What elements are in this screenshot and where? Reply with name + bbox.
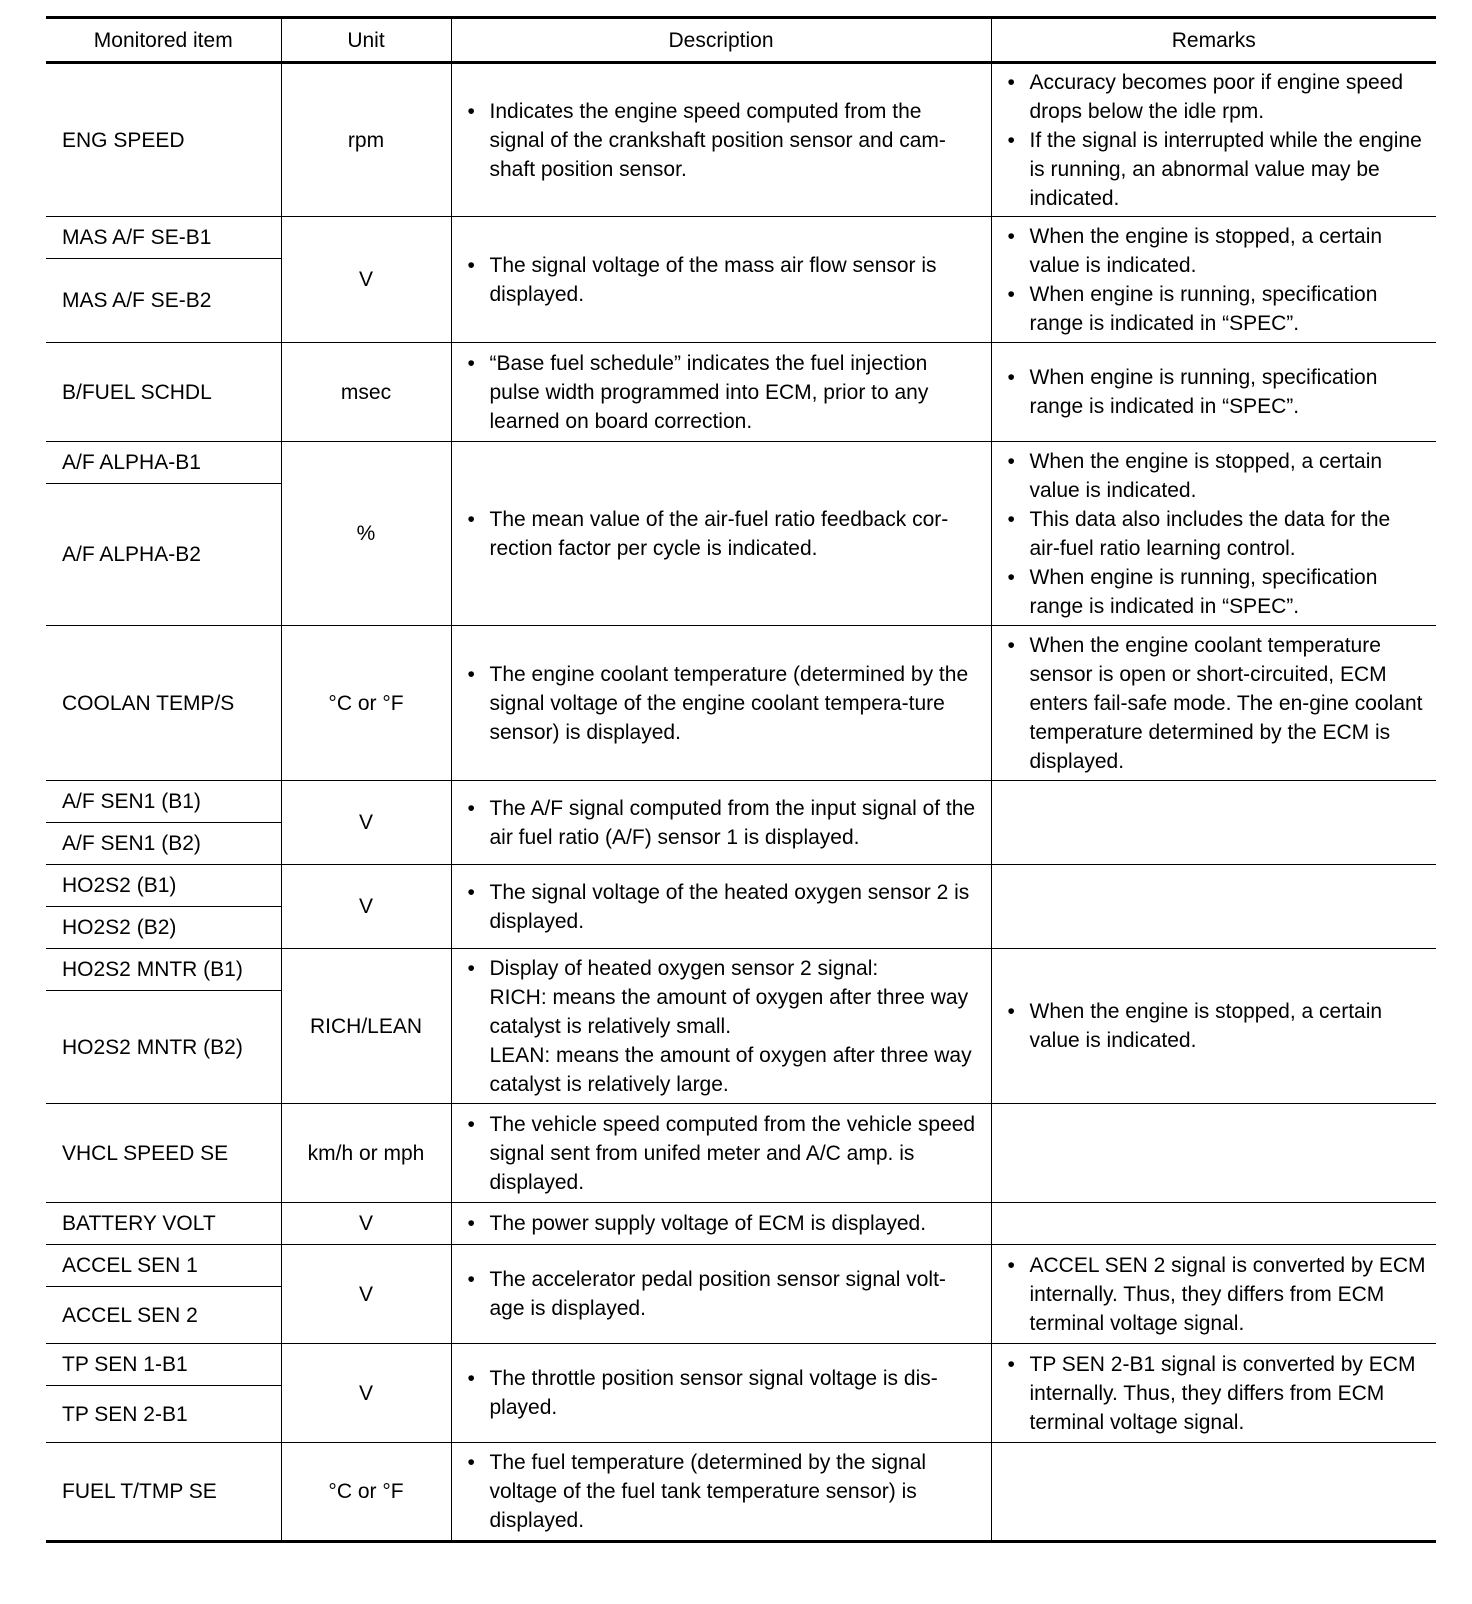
- description-bullet: • The mean value of the air-fuel ratio feedback cor-rection factor per cycle is indicated.: [464, 505, 981, 563]
- description-list: [464, 505, 981, 563]
- remarks-cell: [991, 865, 1436, 949]
- header-unit: Unit: [281, 18, 451, 63]
- table-row: [46, 781, 1436, 823]
- monitored-item-cell: MAS A/F SE-B1: [46, 217, 281, 259]
- description-bullet: • The vehicle speed computed from the vehicle speed signal sent from unifed meter and A/C amp. is displayed.: [464, 1110, 981, 1197]
- description-list: [464, 1364, 981, 1422]
- unit-cell: V: [281, 217, 451, 343]
- monitored-item-cell: MAS A/F SE-B2: [46, 259, 281, 343]
- header-row: [46, 18, 1436, 63]
- table-row: [46, 626, 1436, 781]
- remarks-bullet: • TP SEN 2-B1 signal is converted by ECM internally. Thus, they differs from ECM terminal voltage signal.: [1004, 1350, 1427, 1437]
- monitored-item-cell: TP SEN 1-B1: [46, 1344, 281, 1386]
- monitored-item-cell: A/F ALPHA-B1: [46, 442, 281, 484]
- description-cell: [451, 865, 991, 949]
- unit-cell: km/h or mph: [281, 1104, 451, 1203]
- monitored-item-cell: B/FUEL SCHDL: [46, 343, 281, 442]
- description-bullet: • The power supply voltage of ECM is displayed.: [464, 1209, 981, 1238]
- unit-cell: V: [281, 865, 451, 949]
- remarks-list: [1004, 1350, 1427, 1437]
- remarks-bullet: • When engine is running, specification range is indicated in “SPEC”.: [1004, 280, 1427, 338]
- remarks-cell: [991, 626, 1436, 781]
- description-line: RICH: means the amount of oxygen after three way catalyst is relatively small.: [489, 985, 969, 1038]
- remarks-list: [1004, 363, 1427, 421]
- description-line: • Display of heated oxygen sensor 2 signal:: [489, 956, 879, 980]
- monitored-item-cell: FUEL T/TMP SE: [46, 1443, 281, 1542]
- description-cell: [451, 217, 991, 343]
- description-list: [464, 794, 981, 852]
- monitored-item-cell: ACCEL SEN 1: [46, 1245, 281, 1287]
- monitored-item-cell: HO2S2 (B2): [46, 907, 281, 949]
- remarks-list: [1004, 1251, 1427, 1338]
- unit-cell: V: [281, 1245, 451, 1344]
- description-cell: [451, 442, 991, 626]
- description-list: [464, 251, 981, 309]
- unit-cell: RICH/LEAN: [281, 949, 451, 1104]
- monitored-item-cell: BATTERY VOLT: [46, 1203, 281, 1245]
- remarks-cell: [991, 949, 1436, 1104]
- table-row: [46, 1344, 1436, 1386]
- description-bullet: • The fuel temperature (determined by the signal voltage of the fuel tank temperature sensor) is displayed.: [464, 1448, 981, 1535]
- unit-cell: %: [281, 442, 451, 626]
- description-list: [464, 97, 981, 184]
- description-list: [464, 1110, 981, 1197]
- remarks-bullet: • When engine is running, specification range is indicated in “SPEC”.: [1004, 563, 1427, 621]
- description-cell: [451, 63, 991, 217]
- remarks-list: [1004, 631, 1427, 776]
- remarks-cell: [991, 1443, 1436, 1542]
- monitored-item-cell: ACCEL SEN 2: [46, 1287, 281, 1344]
- table-row: [46, 1104, 1436, 1203]
- remarks-bullet: • Accuracy becomes poor if engine speed drops below the idle rpm.: [1004, 68, 1427, 126]
- remarks-cell: [991, 1344, 1436, 1443]
- remarks-list: [1004, 68, 1427, 213]
- description-bullet: • The signal voltage of the heated oxygen sensor 2 is displayed.: [464, 878, 981, 936]
- remarks-list: [1004, 222, 1427, 338]
- remarks-cell: [991, 442, 1436, 626]
- description-cell: [451, 1104, 991, 1203]
- description-list: [464, 878, 981, 936]
- remarks-list: [1004, 447, 1427, 621]
- monitored-item-cell: COOLAN TEMP/S: [46, 626, 281, 781]
- description-bullet: • The throttle position sensor signal voltage is dis-played.: [464, 1364, 981, 1422]
- description-list: [464, 954, 981, 1099]
- description-list: [464, 1448, 981, 1535]
- description-list: [464, 349, 981, 436]
- table-row: [46, 442, 1436, 484]
- description-list: [464, 1209, 981, 1238]
- monitored-item-cell: ENG SPEED: [46, 63, 281, 217]
- table-row: [46, 343, 1436, 442]
- table-row: [46, 865, 1436, 907]
- description-bullet: • The A/F signal computed from the input signal of the air fuel ratio (A/F) sensor 1 is displayed.: [464, 794, 981, 852]
- description-cell: [451, 626, 991, 781]
- description-bullet: • The engine coolant temperature (determined by the signal voltage of the engine coolant tempera-ture sensor) is displayed.: [464, 660, 981, 747]
- remarks-cell: [991, 1245, 1436, 1344]
- description-cell: [451, 1443, 991, 1542]
- header-monitored-item: Monitored item: [46, 18, 281, 63]
- description-list: [464, 1265, 981, 1323]
- remarks-cell: [991, 1203, 1436, 1245]
- remarks-bullet: • When the engine is stopped, a certain value is indicated.: [1004, 997, 1427, 1055]
- remarks-cell: [991, 343, 1436, 442]
- description-cell: [451, 1245, 991, 1344]
- description-cell: [451, 781, 991, 865]
- description-bullet: • “Base fuel schedule” indicates the fuel injection pulse width programmed into ECM, prior to any learned on board correction.: [464, 349, 981, 436]
- description-cell: [451, 1344, 991, 1443]
- table-row: [46, 1443, 1436, 1542]
- remarks-bullet: • When the engine is stopped, a certain value is indicated.: [1004, 447, 1427, 505]
- unit-cell: °C or °F: [281, 626, 451, 781]
- unit-cell: rpm: [281, 63, 451, 217]
- table-row: [46, 63, 1436, 217]
- table-body: [46, 63, 1436, 1542]
- data-monitor-table: [46, 16, 1436, 1543]
- monitored-item-cell: HO2S2 MNTR (B2): [46, 991, 281, 1104]
- remarks-bullet: • This data also includes the data for the air-fuel ratio learning control.: [1004, 505, 1427, 563]
- remarks-bullet: • When the engine is stopped, a certain value is indicated.: [1004, 222, 1427, 280]
- monitored-item-cell: HO2S2 MNTR (B1): [46, 949, 281, 991]
- description-bullet: • Indicates the engine speed computed from the signal of the crankshaft position sensor and cam-shaft position sensor.: [464, 97, 981, 184]
- monitored-item-cell: TP SEN 2-B1: [46, 1386, 281, 1443]
- unit-cell: msec: [281, 343, 451, 442]
- table-row: [46, 217, 1436, 259]
- table-row: [46, 1203, 1436, 1245]
- description-bullet: [464, 954, 981, 1099]
- description-cell: [451, 949, 991, 1104]
- description-bullet: • The signal voltage of the mass air flow sensor is displayed.: [464, 251, 981, 309]
- remarks-cell: [991, 63, 1436, 217]
- description-bullet: • The accelerator pedal position sensor signal volt-age is displayed.: [464, 1265, 981, 1323]
- header-remarks: Remarks: [991, 18, 1436, 63]
- monitored-item-cell: A/F SEN1 (B2): [46, 823, 281, 865]
- remarks-cell: [991, 781, 1436, 865]
- unit-cell: °C or °F: [281, 1443, 451, 1542]
- remarks-cell: [991, 1104, 1436, 1203]
- data-monitor-sheet: [46, 16, 1436, 1543]
- header-description: Description: [451, 18, 991, 63]
- unit-cell: V: [281, 1203, 451, 1245]
- remarks-list: [1004, 997, 1427, 1055]
- monitored-item-cell: VHCL SPEED SE: [46, 1104, 281, 1203]
- description-list: [464, 660, 981, 747]
- monitored-item-cell: A/F SEN1 (B1): [46, 781, 281, 823]
- monitored-item-cell: HO2S2 (B1): [46, 865, 281, 907]
- remarks-bullet: • ACCEL SEN 2 signal is converted by ECM internally. Thus, they differs from ECM terminal voltage signal.: [1004, 1251, 1427, 1338]
- description-cell: [451, 343, 991, 442]
- remarks-bullet: • When engine is running, specification range is indicated in “SPEC”.: [1004, 363, 1427, 421]
- remarks-bullet: • When the engine coolant temperature sensor is open or short-circuited, ECM enters fail-safe mode. The en-gine coolant temperature determined by the ECM is displayed.: [1004, 631, 1427, 776]
- monitored-item-cell: A/F ALPHA-B2: [46, 484, 281, 626]
- unit-cell: V: [281, 781, 451, 865]
- table-row: [46, 949, 1436, 991]
- unit-cell: V: [281, 1344, 451, 1443]
- remarks-bullet: • If the signal is interrupted while the engine is running, an abnormal value may be indicated.: [1004, 126, 1427, 213]
- description-cell: [451, 1203, 991, 1245]
- table-row: [46, 1245, 1436, 1287]
- remarks-cell: [991, 217, 1436, 343]
- description-line: LEAN: means the amount of oxygen after three way catalyst is relatively large.: [489, 1043, 972, 1096]
